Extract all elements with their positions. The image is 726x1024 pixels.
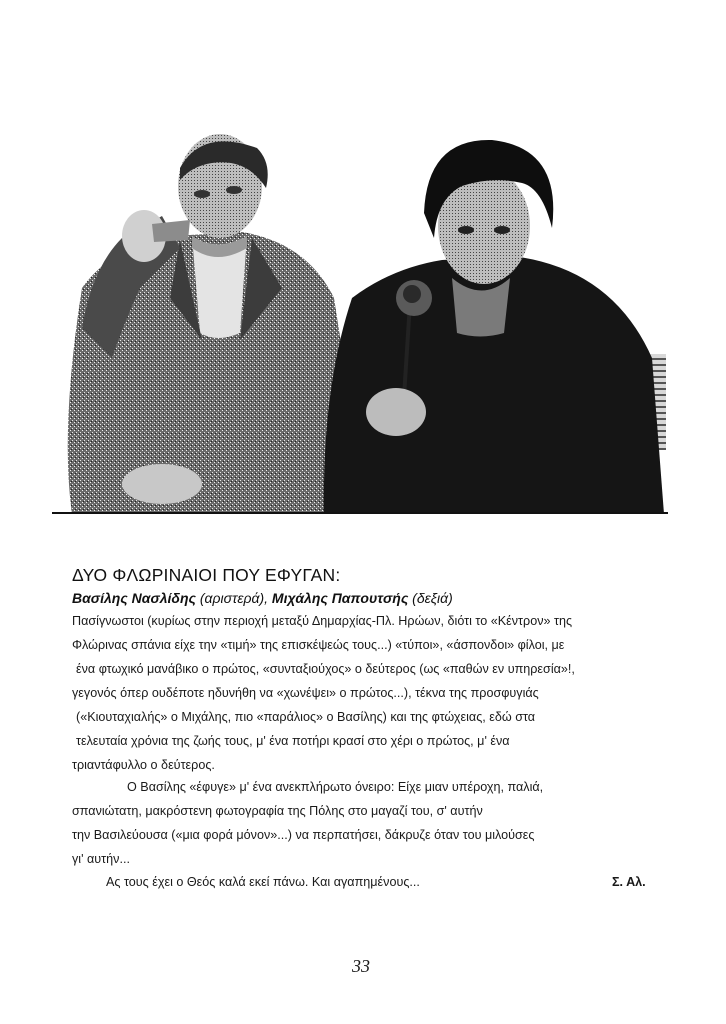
photo-caption	[72, 590, 453, 606]
body-line: ένα φτωχικό μανάβικο ο πρώτος, «συνταξιούχος» ο δεύτερος (ως «παθών εν υπηρεσία»!,	[76, 662, 575, 676]
body-line: γεγονός όπερ ουδέποτε ηδυνήθη να «χωνέψει» ο πρώτος...), τέκνα της προσφυγιάς	[72, 686, 539, 700]
body-line: τριαντάφυλλο ο δεύτερος.	[72, 758, 215, 772]
article-heading: ΔΥΟ ΦΛΩΡΙΝΑΙΟΙ ΠΟΥ ΕΦΥΓΑΝ:	[72, 565, 341, 585]
body-line: γι' αυτήν...	[72, 852, 130, 866]
body-line: Ο Βασίλης «έφυγε» μ' ένα ανεκπλήρωτο όνειρο: Είχε μιαν υπέροχη, παλιά,	[127, 780, 544, 794]
author-signature: Σ. Αλ.	[612, 875, 646, 889]
caption-name-right: Μιχάλης Παπουτσής	[271, 590, 409, 606]
body-line: την Βασιλεύουσα («μια φορά μόνον»...) να περπατήσει, δάκρυζε όταν του μιλούσες	[72, 828, 535, 842]
body-line: («Κιουταχιαλής» ο Μιχάλης, πιο «παράλιος» ο Βασίλης) και της φτώχειας, εδώ στα	[76, 710, 536, 724]
page-number: 33	[352, 956, 370, 976]
body-line: σπανιώτατη, μακρόστενη φωτογραφία της Πόλης στο μαγαζί του, σ' αυτήν	[72, 804, 483, 818]
body-line: τελευταία χρόνια της ζωής τους, μ' ένα ποτήρι κρασί στο χέρι ο πρώτος, μ' ένα	[76, 734, 510, 748]
photograph	[52, 128, 668, 514]
caption-name-left: Βασίλης Νασλίδης	[72, 590, 196, 606]
photo-two-men	[52, 128, 668, 514]
body-line: Ας τους έχει ο Θεός καλά εκεί πάνω. Και αγαπημένους...	[106, 875, 420, 889]
body-line: Φλώρινας σπάνια είχε την «τιμή» της επισκέψεώς τους...) «τύποι», «άσπονδοι» φίλοι, με	[72, 638, 565, 652]
caption-position-right: (δεξιά)	[412, 590, 453, 606]
caption-position-left: (αριστερά),	[199, 590, 269, 606]
photo-bottom-rule	[52, 512, 668, 514]
body-line: Πασίγνωστοι (κυρίως στην περιοχή μεταξύ Δημαρχίας-Πλ. Ηρώων, διότι το «Κέντρον» της	[72, 614, 573, 628]
